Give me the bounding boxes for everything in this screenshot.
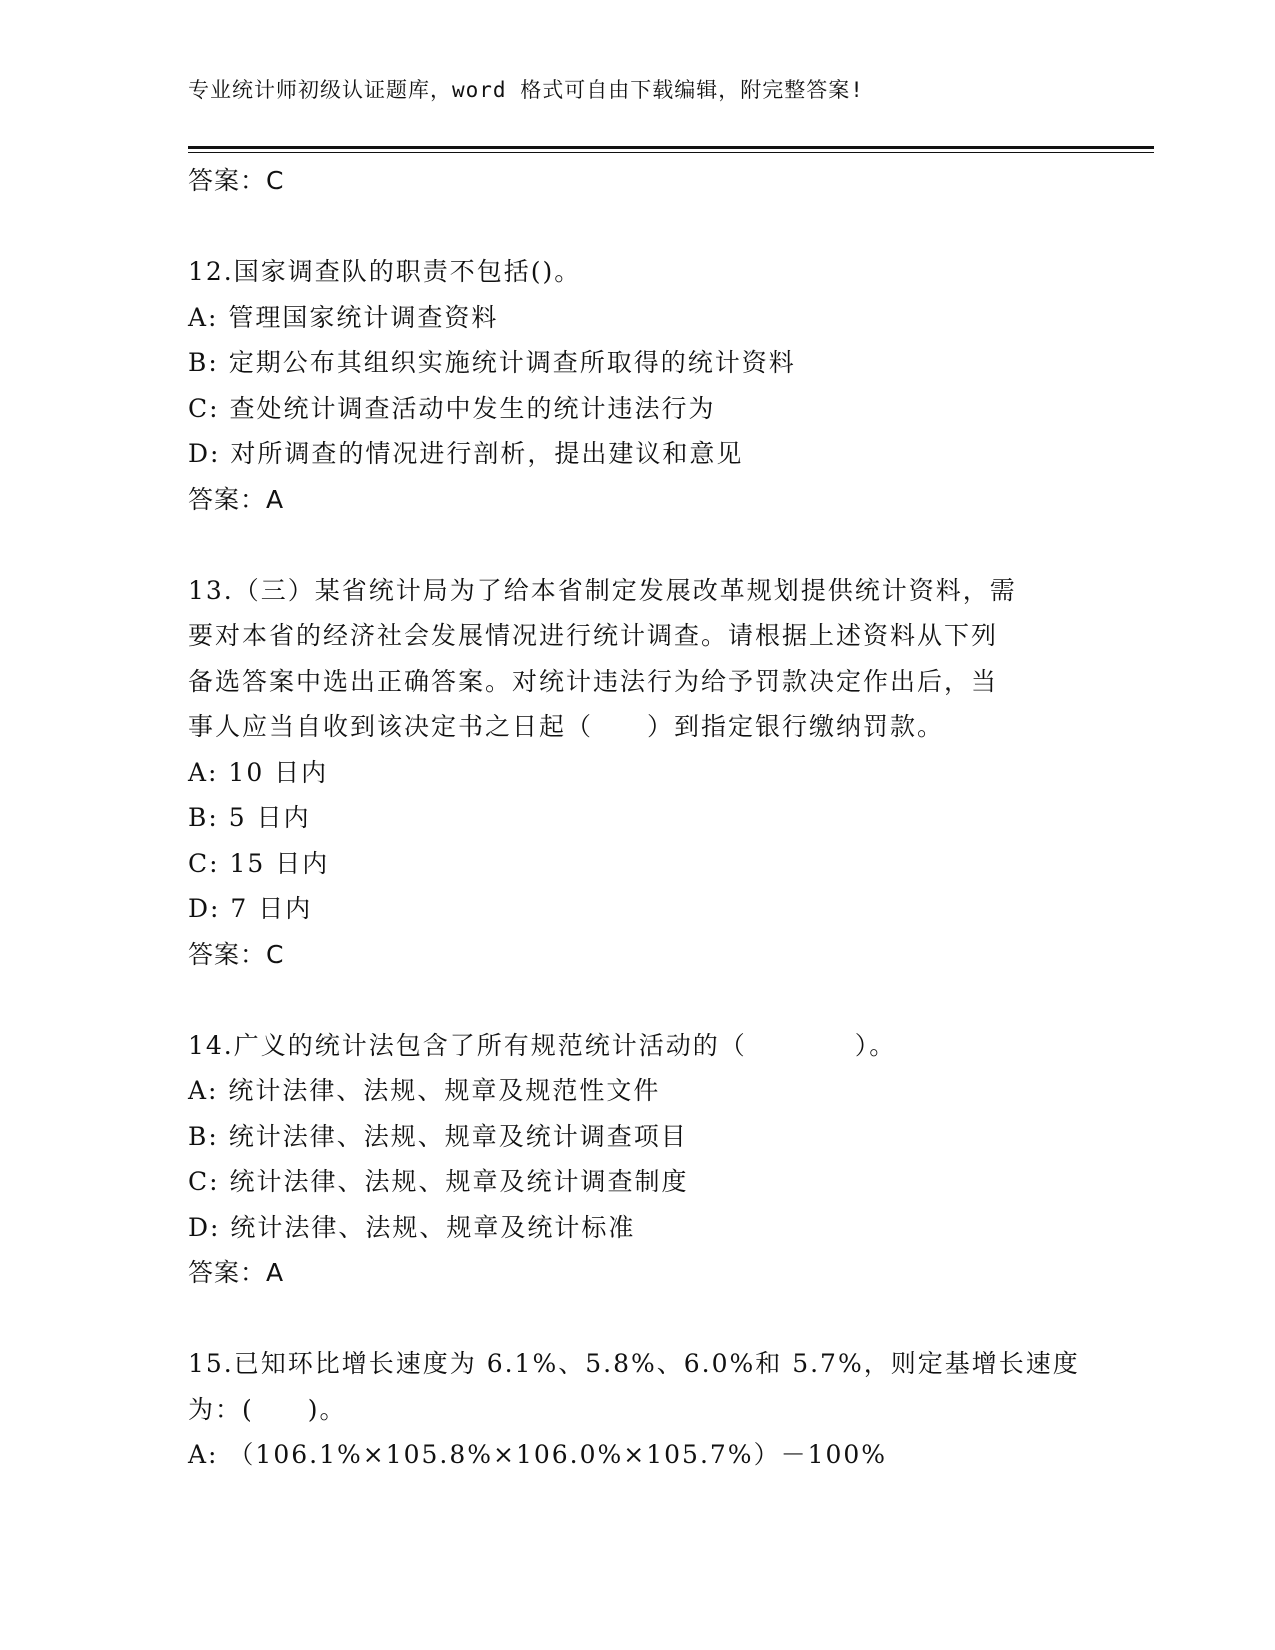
header-rule-thick [188, 146, 1154, 149]
option-d: D: 对所调查的情况进行剖析，提出建议和意见 [188, 439, 744, 468]
option-c: C: 查处统计调查活动中发生的统计违法行为 [188, 393, 716, 423]
option-d: D: 7 日内 [188, 894, 313, 923]
option-d: D: 统计法律、法规、规章及统计标准 [188, 1212, 636, 1242]
option-b: B: 统计法律、法规、规章及统计调查项目 [188, 1121, 688, 1151]
question-stem-line: 15.已知环比增长速度为 6.1%、5.8%、6.0%和 5.7%，则定基增长速度 [188, 1349, 1080, 1378]
question-12 [188, 249, 1088, 522]
question-13 [188, 568, 1088, 978]
option-a: A: （106.1%×105.8%×106.0%×105.7%）－100% [188, 1440, 888, 1469]
question-stem-line: 事人应当自收到该决定书之日起（ ）到指定银行缴纳罚款。 [188, 712, 945, 741]
question-stem-line: 备选答案中选出正确答案。对统计违法行为给予罚款决定作出后，当 [188, 666, 999, 696]
question-stem-line: 13.（三）某省统计局为了给本省制定发展改革规划提供统计资料，需 [188, 575, 1017, 605]
option-a: A: 统计法律、法规、规章及规范性文件 [188, 1076, 661, 1105]
option-a: A: 10 日内 [188, 757, 329, 787]
question-stem-line: 要对本省的经济社会发展情况进行统计调查。请根据上述资料从下列 [188, 621, 999, 650]
option-c: C: 统计法律、法规、规章及统计调查制度 [188, 1167, 689, 1196]
document-body [188, 158, 1088, 1478]
header-rule-thin [188, 152, 1154, 153]
question-14 [188, 1023, 1088, 1296]
answer-line: 答案：A [188, 1258, 285, 1287]
answer-line: 答案：C [188, 939, 285, 969]
page-header: 专业统计师初级认证题库，word 格式可自由下载编辑，附完整答案! [188, 78, 864, 102]
option-a: A: 管理国家统计调查资料 [188, 302, 499, 332]
question-stem: 12.国家调查队的职责不包括()。 [188, 257, 582, 286]
option-b: B: 定期公布其组织实施统计调查所取得的统计资料 [188, 348, 796, 377]
option-b: B: 5 日内 [188, 803, 311, 832]
question-stem-line: 为：( )。 [188, 1394, 347, 1424]
question-stem: 14.广义的统计法包含了所有规范统计活动的（ ）。 [188, 1030, 897, 1060]
question-15 [188, 1341, 1088, 1478]
answer-line: 答案：C [188, 166, 285, 195]
answer-line: 答案：A [188, 484, 285, 514]
option-c: C: 15 日内 [188, 848, 330, 878]
